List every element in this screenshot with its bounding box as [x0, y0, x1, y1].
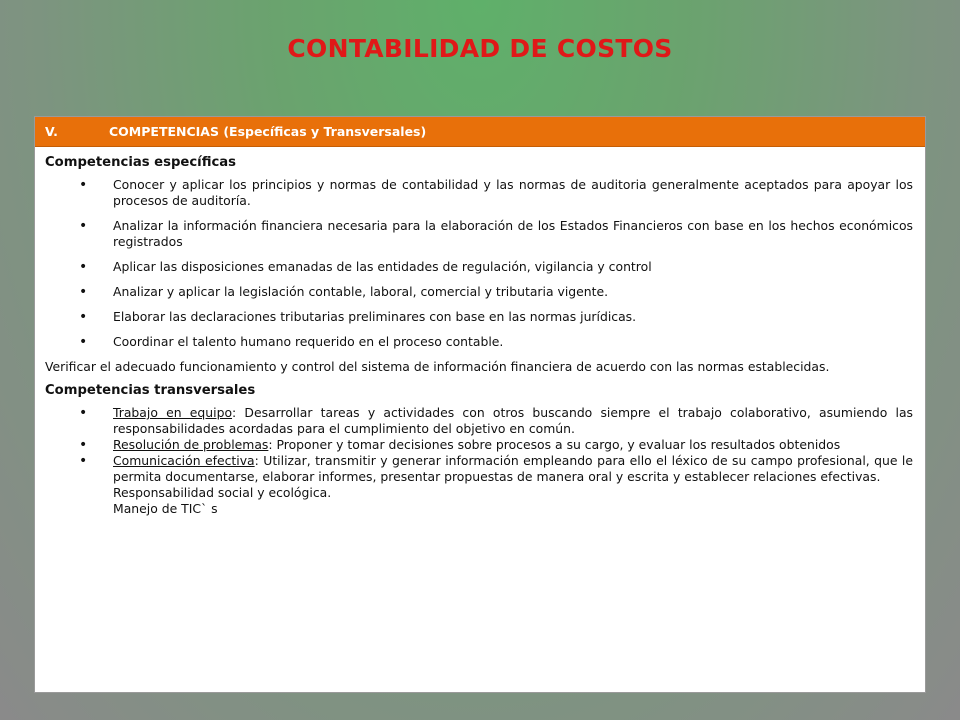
competency-term: Trabajo en equipo [113, 405, 233, 420]
competencias-document [34, 116, 926, 693]
bullet-icon: • [79, 437, 88, 453]
specific-list [45, 177, 913, 350]
bullet-icon: • [79, 405, 88, 421]
bullet-icon: • [79, 309, 88, 325]
section-header [35, 117, 925, 147]
bullet-icon: • [79, 334, 88, 350]
list-item [45, 437, 913, 453]
list-item [45, 177, 913, 209]
competency-term: Resolución de problemas [113, 437, 269, 452]
list-item [45, 309, 913, 325]
transversal-heading: Competencias transversales [45, 383, 256, 398]
list-item [45, 259, 913, 275]
list-item [45, 334, 913, 350]
list-item-text: Analizar la información financiera necesaria para la elaboración de los Estados Financieros con base en los hechos económicos registrados [113, 218, 913, 249]
verify-paragraph: Verificar el adecuado funcionamiento y control del sistema de información financiera de acuerdo con las normas establecidas. [45, 359, 830, 374]
list-item-text: Aplicar las disposiciones emanadas de las entidades de regulación, vigilancia y control [113, 259, 652, 274]
list-item-text: Analizar y aplicar la legislación contable, laboral, comercial y tributaria vigente. [113, 284, 609, 299]
bullet-icon: • [79, 284, 88, 300]
competency-description: : Desarrollar tareas y actividades con otros buscando siempre el trabajo colaborativo, asumiendo las responsabilidades acordadas para el cumplimiento del objetivo en común. [113, 405, 914, 436]
extra-line: Responsabilidad social y ecológica. [113, 485, 332, 500]
extra-line: Manejo de TIC` s [113, 501, 218, 516]
list-item [45, 218, 913, 250]
bullet-icon: • [79, 218, 88, 234]
slide-title: CONTABILIDAD DE COSTOS [287, 34, 673, 63]
bullet-icon: • [79, 259, 88, 275]
section-number: V. [45, 124, 58, 139]
transversal-list [45, 405, 913, 485]
section-content [35, 147, 925, 517]
competency-term: Comunicación efectiva [113, 453, 255, 468]
competency-description: : Utilizar, transmitir y generar información empleando para ello el léxico de su campo profesional, que le permita documentarse, elaborar informes, presentar propuestas de manera oral y escrita y establecer relaciones efectivas. [113, 453, 913, 484]
list-item-text: Elaborar las declaraciones tributarias preliminares con base en las normas jurídicas. [113, 309, 637, 324]
list-item-text: Coordinar el talento humano requerido en el proceso contable. [113, 334, 504, 349]
list-item [45, 405, 913, 437]
list-item [45, 453, 913, 485]
list-item-text: Conocer y aplicar los principios y normas de contabilidad y las normas de auditoria generalmente aceptados para apoyar los procesos de auditoría. [113, 177, 913, 208]
competency-description: : Proponer y tomar decisiones sobre procesos a su cargo, y evaluar los resultados obtenidos [268, 437, 841, 452]
bullet-icon: • [79, 453, 88, 469]
list-item [45, 284, 913, 300]
specific-heading: Competencias específicas [45, 155, 237, 170]
section-title: COMPETENCIAS (Específicas y Transversales) [109, 124, 427, 139]
bullet-icon: • [79, 177, 88, 193]
